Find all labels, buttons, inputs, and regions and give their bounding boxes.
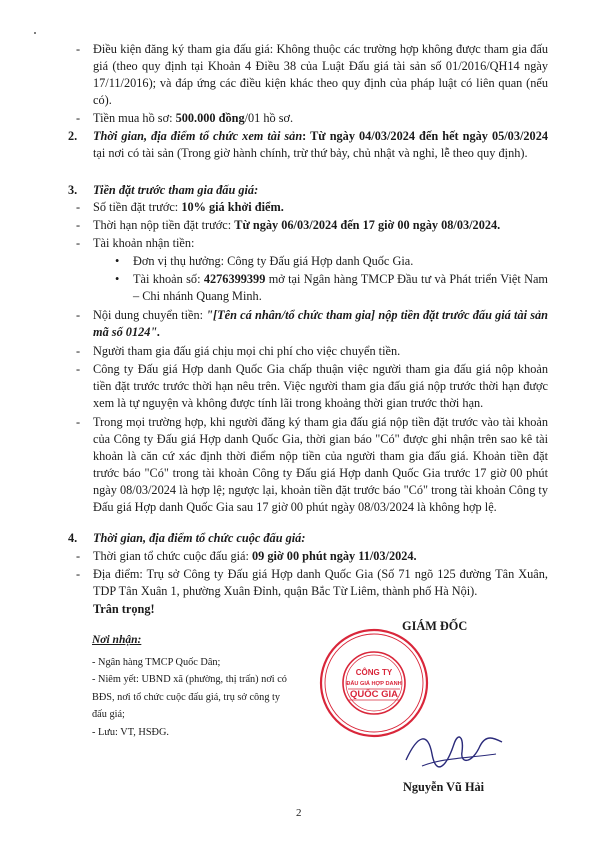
recipients-block <box>92 632 292 741</box>
scan-speck <box>34 32 36 34</box>
bullet-dash: - <box>76 236 81 250</box>
transfer-cost-note: Người tham gia đấu giá chịu mọi chi phí cho việc chuyển tiền. <box>93 344 401 358</box>
deposit-amount: Số tiền đặt trước: 10% giá khởi điểm. <box>93 200 284 214</box>
company-seal-stamp <box>318 627 430 739</box>
auction-location: Địa điểm: Trụ sở Công ty Đấu giá Hợp danh Quốc Gia (Số 71 ngõ 125 đường Tân Xuân, TDP Tân Xuân 1, phường Xuân Đỉnh, quận Bắc Từ Liêm, thành phố Hà Nội). <box>93 567 548 598</box>
bullet-dash: - <box>76 415 81 429</box>
auction-time: Thời gian tổ chức cuộc đấu giá: 09 giờ 00 phút ngày 11/03/2024. <box>93 549 417 563</box>
bullet-dot: • <box>115 272 120 286</box>
recipient-item: - Ngân hàng TMCP Quốc Dân; <box>92 656 221 668</box>
page-number: 2 <box>296 807 302 819</box>
handwritten-signature <box>398 724 508 776</box>
bullet-dash: - <box>76 42 81 56</box>
beneficiary: Đơn vị thụ hưởng: Công ty Đấu giá Hợp danh Quốc Gia. <box>133 254 414 268</box>
deposit-validity-note: Trong mọi trường hợp, khi người đăng ký tham gia đấu giá nộp tiền đặt trước vào tài khoản của Công ty Đấu giá Hợp danh Quốc Gia, thời gian báo "Có" được ghi nhận trên sao kê tài khoản là căn cứ xác định thời điểm nộp tiền của người tham gia đấu giá. Khoản tiền đặt trước báo "Có" trong tài khoản Công ty Đấu giá Hợp danh Quốc Gia trước 17 giờ 00 phút ngày 08/03/2024 là hợp lệ; ngược lại, khoản tiền đặt trước báo "Có" trong tài khoản Công ty Đấu giá Hợp danh Quốc Gia sau 17 giờ 00 phút ngày 08/03/2024 là không hợp lệ. <box>93 415 548 514</box>
transfer-content: Nội dung chuyển tiền: "[Tên cá nhân/tổ chức tham gia] nộp tiền đặt trước đấu giá tài sản mã số 0124". <box>93 308 548 339</box>
bullet-dash: - <box>76 218 81 232</box>
stamp-line: QUỐC GIA <box>349 689 399 700</box>
bullet-dash: - <box>76 308 81 322</box>
account-number: Tài khoản số: 4276399399 mở tại Ngân hàng TMCP Đầu tư và Phát triển Việt Nam – Chi nhánh Quang Minh. <box>133 272 548 303</box>
registration-conditions: Điều kiện đăng ký tham gia đấu giá: Không thuộc các trường hợp không được tham gia đấu giá (theo quy định tại Khoản 4 Điều 38 của Luật Đấu giá tài sản số 01/2016/QH14 ngày 17/11/2016); và đáp ứng các điều kiện khác theo quy định của pháp luật có liên quan (nếu có). <box>93 42 548 107</box>
stamp-line: ĐẤU GIÁ HỢP DANH <box>346 681 402 687</box>
signature-title: GIÁM ĐỐC <box>402 619 468 633</box>
stamp-line: CÔNG TY <box>355 668 393 677</box>
bullet-dot: • <box>115 254 120 268</box>
director-name: Nguyễn Vũ Hải <box>403 780 485 794</box>
recipient-item: - Niêm yết: UBND xã (phường, thị trấn) nơi có BĐS, nơi tổ chức cuộc đấu giá, trụ sở công ty đấu giá; <box>92 674 287 720</box>
bullet-dash: - <box>76 549 81 563</box>
recipients-title: Nơi nhận: <box>92 634 142 646</box>
document-fee: Tiền mua hồ sơ: 500.000 đồng/01 hồ sơ. <box>93 111 294 125</box>
section-4-title: Thời gian, địa điểm tổ chức cuộc đấu giá: <box>93 531 306 545</box>
early-deposit-note: Công ty Đấu giá Hợp danh Quốc Gia chấp thuận việc người tham gia đấu giá nộp khoản tiền đặt trước trước thời hạn nêu trên. Việc người tham gia đấu giá nộp trước thời hạn được xem là tự nguyện và không được tính lãi trong khoảng thời gian trước thời hạn. <box>93 362 548 410</box>
closing-greeting: Trân trọng! <box>93 602 155 616</box>
bullet-dash: - <box>76 344 81 358</box>
receiving-account-label: Tài khoản nhận tiền: <box>93 236 195 250</box>
section-number: 2. <box>68 129 78 143</box>
section-number: 3. <box>68 183 78 197</box>
bullet-dash: - <box>76 362 81 376</box>
section-2-viewing-time: Thời gian, địa điểm tổ chức xem tài sản: Từ ngày 04/03/2024 đến hết ngày 05/03/2024 tại nơi có tài sản (Trong giờ hành chính, trừ thứ bảy, chủ nhật và nghỉ, lễ theo quy định). <box>93 129 548 160</box>
bullet-dash: - <box>76 111 81 125</box>
recipient-item: - Lưu: VT, HSĐG. <box>92 726 169 738</box>
bullet-dash: - <box>76 567 81 581</box>
section-3-title: Tiền đặt trước tham gia đấu giá: <box>93 183 259 197</box>
section-number: 4. <box>68 531 78 545</box>
bullet-dash: - <box>76 200 81 214</box>
deposit-deadline: Thời hạn nộp tiền đặt trước: Từ ngày 06/03/2024 đến 17 giờ 00 ngày 08/03/2024. <box>93 218 501 232</box>
